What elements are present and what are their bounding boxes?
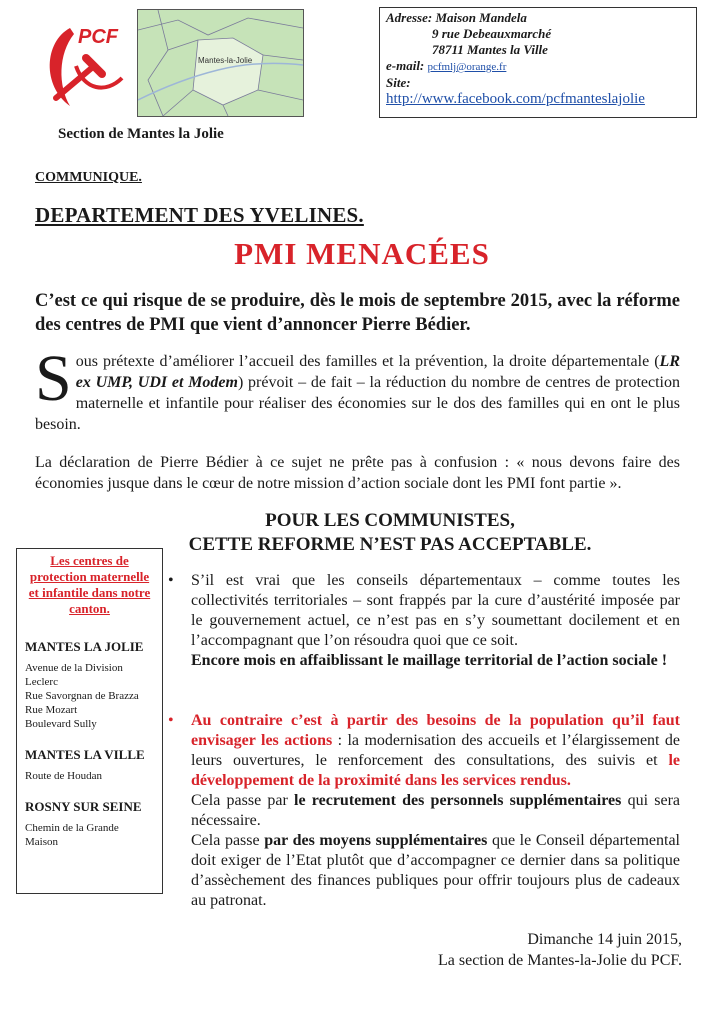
logo-text: PCF: [78, 26, 118, 48]
bullet-1: [168, 571, 680, 671]
sidebar-title: Les centres de protection maternelle et infantile dans notre canton.: [28, 553, 151, 616]
address-box: [379, 7, 697, 118]
bullet2-text-2: Cela passe par: [191, 792, 295, 809]
street: Boulevard Sully: [25, 718, 97, 730]
department-heading: DEPARTEMENT DES YVELINES.: [35, 203, 364, 227]
map-label: Mantes-la-Jolie: [198, 56, 253, 65]
bullet1-text: S’il est vrai que les conseils départementaux – comme toutes les collectivités territoriales – sont frappés par la cure d’austérité imposée par le gouvernement actuel, ce n’est pas en s’y soumettant docilement et en l’accompagnant que l’on résoudra quoi que ce soit.: [191, 572, 680, 649]
address-line2: 9 rue Debeauxmarché: [432, 26, 552, 41]
address-line1: Adresse: Maison Mandela: [386, 10, 527, 25]
drop-cap: S: [35, 342, 72, 415]
signature: [400, 929, 682, 971]
bullet2-bold-2: par des moyens supplémentaires: [264, 832, 488, 849]
bullet2-text-1: : la modernisation des accueils et l’élargissement de leurs ouvertures, le renforcement des consultations, des suivis et: [191, 732, 681, 769]
bullet1-bold: Encore mois en affaiblissant le maillage territorial de l’action sociale !: [191, 652, 668, 669]
canton-map: [137, 9, 304, 117]
bullet-icon: •: [168, 712, 174, 729]
section-name: Section de Mantes la Jolie: [58, 126, 224, 142]
paragraph-1: [35, 342, 680, 435]
bullet2-text-5: que le Conseil départemental doit exiger de l’Etat plutôt que d’accompagner ce dernier dans sa politique d’assèchement des finances publiques pour offrir toujours plus de cadeaux au patronat.: [191, 832, 680, 909]
street: Route de Houdan: [25, 770, 102, 782]
p1-text-b: ) prévoit – de fait – la réduction du nombre de centres de protection maternelle et infantile pour réaliser des économies sur le dos des familles qui en ont le plus besoin.: [35, 374, 680, 433]
pmi-centres-box: [16, 548, 163, 894]
bullet2-red-2: le développement de la proximité dans les services rendus.: [191, 752, 680, 789]
bullet2-text-3: qui sera nécessaire.: [191, 792, 681, 829]
email-label: e-mail:: [386, 58, 425, 73]
site-label: Site:: [386, 75, 411, 90]
street: Chemin de la Grande Maison: [25, 822, 119, 848]
subheading: [180, 509, 600, 557]
headline: PMI MENACÉES: [234, 236, 490, 271]
pcf-logo: [40, 20, 130, 120]
bullet2-text-4: Cela passe: [191, 832, 265, 849]
bullet2-bold-1: le recrutement des personnels supplémentaires: [294, 792, 622, 809]
signature-by: La section de Mantes-la-Jolie du PCF.: [437, 952, 682, 969]
signature-date: Dimanche 14 juin 2015,: [527, 931, 682, 948]
town-name: ROSNY SUR SEINE: [25, 799, 142, 814]
facebook-link[interactable]: http://www.facebook.com/pcfmanteslajolie: [386, 91, 645, 107]
bullet-icon: •: [168, 572, 174, 589]
subheading-line1: POUR LES COMMUNISTES,: [265, 510, 515, 531]
street: Rue Savorgnan de Brazza: [25, 690, 139, 702]
email-link[interactable]: pcfmlj@orange.fr: [427, 61, 507, 73]
bullet2-red-1: Au contraire c’est à partir des besoins de la population qu’il faut envisager les actions: [191, 712, 680, 749]
lead-paragraph: C’est ce qui risque de se produire, dès le mois de septembre 2015, avec la réforme des centres de PMI que vient d’annoncer Pierre Bédier.: [35, 291, 680, 335]
communique-label: COMMUNIQUE.: [35, 170, 142, 185]
street: Rue Mozart: [25, 704, 78, 716]
subheading-line2: CETTE REFORME N’EST PAS ACCEPTABLE.: [188, 534, 592, 555]
town-name: MANTES LA VILLE: [25, 747, 145, 762]
address-line3: 78711 Mantes la Ville: [432, 42, 548, 57]
town-name: MANTES LA JOLIE: [25, 639, 144, 654]
street: Avenue de la Division Leclerc: [25, 662, 123, 688]
bullet-2: [168, 711, 680, 911]
p1-parties: LR ex UMP, UDI et Modem: [75, 353, 680, 391]
paragraph-2: La déclaration de Pierre Bédier à ce sujet ne prête pas à confusion : « nous devons faire des économies jusque dans le cœur de notre mission d’action sociale dont les PMI font partie ».: [35, 454, 680, 492]
p1-text-a: ous prétexte d’améliorer l’accueil des familles et la prévention, la droite départementale (: [75, 353, 660, 370]
